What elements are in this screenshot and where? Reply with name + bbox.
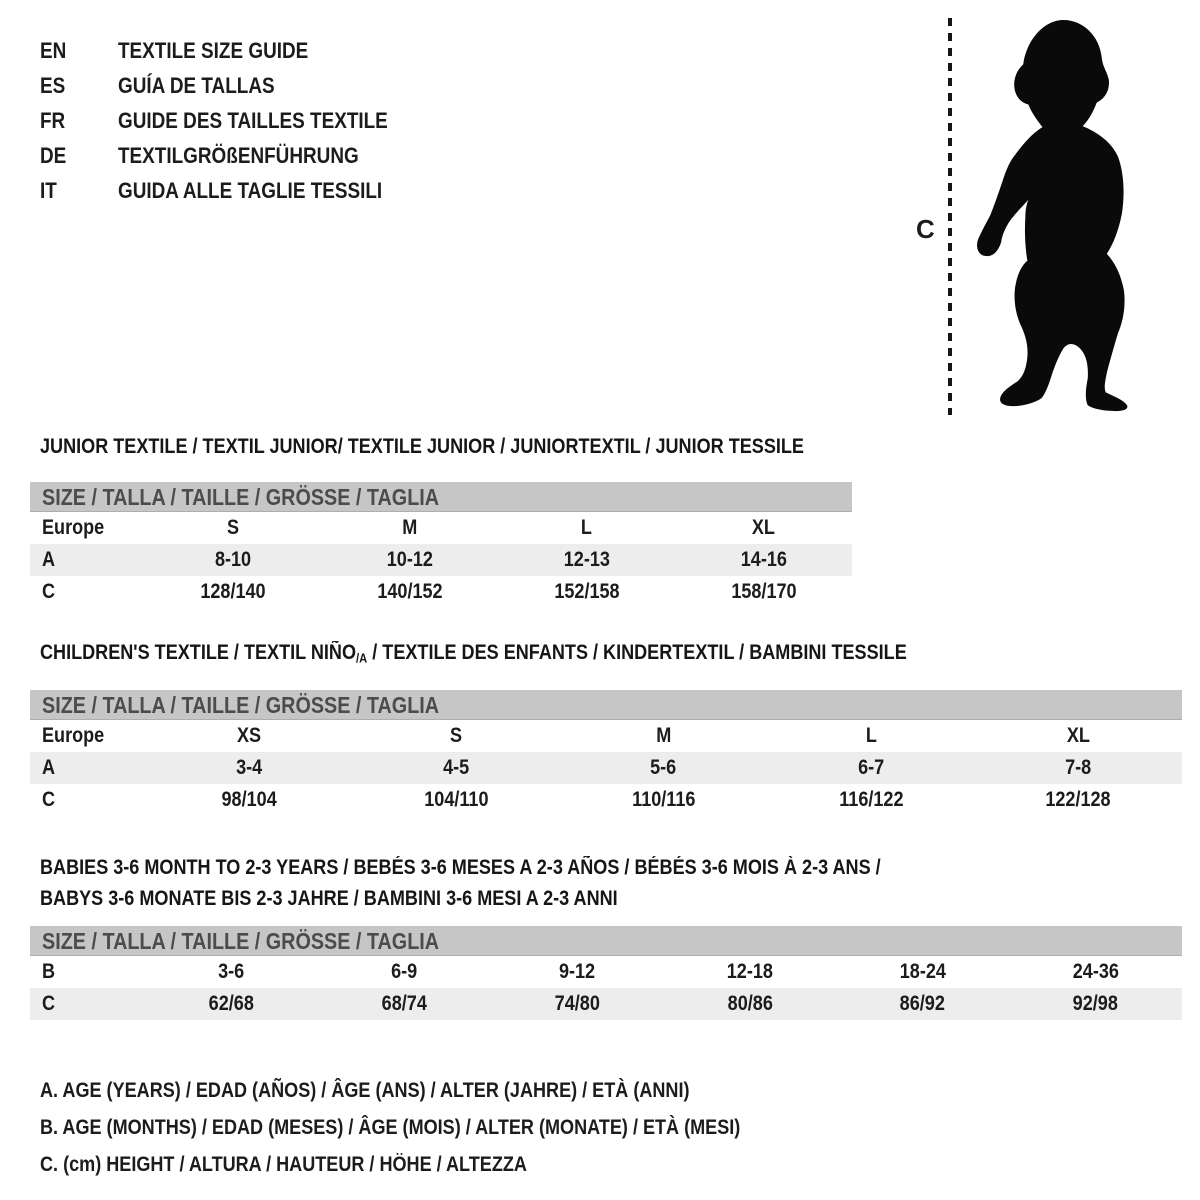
table-cell: 3-6 [218, 960, 245, 983]
guide-title-de: TEXTILGRÖßENFÜHRUNG [118, 143, 359, 168]
table-cell: XS [236, 724, 261, 747]
table-row [30, 956, 1182, 988]
children-size-table [30, 690, 1182, 816]
table-cell: 7-8 [1065, 756, 1092, 779]
measurement-legend [40, 1072, 854, 1183]
table-cell: 6-9 [391, 960, 418, 983]
table-row [30, 544, 852, 576]
table-cell: 14-16 [740, 548, 787, 571]
babies-section-title: BABIES 3-6 MONTH TO 2-3 YEARS / BEBÉS 3-6 MESES A 2-3 AÑOS / BÉBÉS 3-6 MOIS À 2-3 ANS / BABYS 3-6 MONATE BIS 2-3 JAHRE / BAMBINI 3-6 MESI A 2-3 ANNI [40, 856, 881, 910]
row-label: A [42, 548, 56, 571]
children-section-title: CHILDREN'S TEXTILE / TEXTIL $NIÑO_{/A}$ / TEXTILE DES ENFANTS / KINDERTEXTIL / BAMBINI TESSILE [40, 641, 907, 666]
table-cell: M [402, 516, 418, 539]
table-cell: 128/140 [200, 580, 267, 603]
table-cell: 62/68 [208, 992, 255, 1015]
table-cell: 158/170 [730, 580, 797, 603]
language-row-es [40, 68, 432, 103]
row-label: A [42, 756, 56, 779]
table-cell: 116/122 [838, 788, 904, 811]
table-cell: 10-12 [387, 548, 434, 571]
language-row-de [40, 138, 432, 173]
row-label: C [42, 788, 56, 811]
table-cell: 24-36 [1072, 960, 1119, 983]
table-row [30, 512, 852, 544]
table-row [30, 576, 852, 608]
table-cell: 9-12 [558, 960, 596, 983]
toddler-silhouette-icon [968, 17, 1134, 415]
row-label: C [42, 580, 56, 603]
table-row [30, 784, 1182, 816]
table-cell: 98/104 [221, 788, 277, 811]
table-cell: 4-5 [443, 756, 470, 779]
table-cell: 12-18 [726, 960, 773, 983]
legend-line-a: A. AGE (YEARS) / EDAD (AÑOS) / ÂGE (ANS) / ALTER (JAHRE) / ETÀ (ANNI) [40, 1079, 690, 1102]
table-cell: 12-13 [563, 548, 610, 571]
table-cell: 104/110 [423, 788, 489, 811]
guide-title-en: TEXTILE SIZE GUIDE [118, 38, 309, 63]
nino-a-subscript: /A [356, 650, 368, 666]
table-cell: 68/74 [381, 992, 427, 1015]
row-label: Europe [42, 724, 105, 747]
size-header-bar: SIZE / TALLA / TAILLE / GRÖSSE / TAGLIA [30, 482, 852, 512]
language-code: IT [40, 178, 57, 203]
table-cell: 140/152 [377, 580, 443, 603]
language-title-list [40, 33, 432, 208]
language-code: EN [40, 38, 67, 63]
table-cell: 5-6 [650, 756, 677, 779]
row-label: Europe [42, 516, 105, 539]
table-cell: 110/116 [631, 788, 696, 811]
table-cell: L [865, 724, 877, 747]
guide-title-es: GUÍA DE TALLAS [118, 73, 275, 98]
table-row [30, 988, 1182, 1020]
legend-line-c: C. (cm) HEIGHT / ALTURA / HAUTEUR / HÖHE / ALTEZZA [40, 1153, 527, 1176]
table-row [30, 752, 1182, 784]
row-label: C [42, 992, 56, 1015]
table-cell: 6-7 [857, 756, 884, 779]
babies-size-table [30, 926, 1182, 1020]
table-cell: 8-10 [215, 548, 252, 571]
table-cell: 152/158 [554, 580, 620, 603]
table-cell: XL [752, 516, 776, 539]
language-code: FR [40, 108, 66, 133]
language-code: DE [40, 143, 67, 168]
table-cell: S [227, 516, 240, 539]
guide-title-fr: GUIDE DES TAILLES TEXTILE [118, 108, 388, 133]
row-label: B [42, 960, 56, 983]
table-cell: L [581, 516, 593, 539]
junior-section-title: JUNIOR TEXTILE / TEXTIL JUNIOR/ TEXTILE JUNIOR / JUNIORTEXTIL / JUNIOR TESSILE [40, 435, 804, 458]
table-row [30, 720, 1182, 752]
table-cell: 74/80 [554, 992, 600, 1015]
size-header-bar: SIZE / TALLA / TAILLE / GRÖSSE / TAGLIA [30, 690, 1182, 720]
junior-size-table [30, 482, 852, 608]
table-cell: 3-4 [235, 756, 262, 779]
table-cell: 18-24 [899, 960, 946, 983]
table-cell: XL [1066, 724, 1090, 747]
table-cell: S [450, 724, 463, 747]
table-cell: 86/92 [900, 992, 946, 1015]
legend-line-b: B. AGE (MONTHS) / EDAD (MESES) / ÂGE (MOIS) / ALTER (MONATE) / ETÀ (MESI) [40, 1116, 741, 1139]
height-measure-label: C [916, 214, 935, 244]
table-cell: 122/128 [1045, 788, 1111, 811]
language-row-it [40, 173, 432, 208]
table-cell: 80/86 [727, 992, 773, 1015]
size-header-bar: SIZE / TALLA / TAILLE / GRÖSSE / TAGLIA [30, 926, 1182, 956]
table-cell: 92/98 [1072, 992, 1119, 1015]
height-measure-dashed-line [948, 18, 952, 415]
language-row-fr [40, 103, 432, 138]
language-code: ES [40, 73, 66, 98]
language-row-en [40, 33, 432, 68]
guide-title-it: GUIDA ALLE TAGLIE TESSILI [118, 178, 383, 203]
table-cell: M [655, 724, 672, 747]
